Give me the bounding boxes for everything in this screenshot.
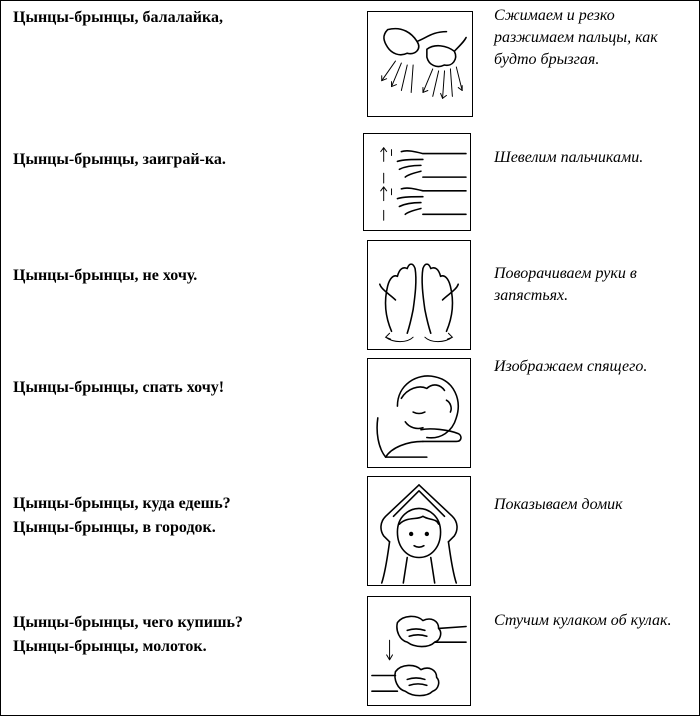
lyric-line: Цынцы-брынцы, молоток. bbox=[13, 638, 207, 655]
table-row bbox=[1, 236, 699, 352]
hands-flicking-icon bbox=[367, 11, 473, 117]
fist-knocking-icon bbox=[367, 596, 471, 706]
lyric-line: Цынцы-брынцы, спать хочу! bbox=[13, 379, 225, 396]
lyric-line: Цынцы-брынцы, чего купишь? bbox=[13, 614, 243, 631]
lyric-line: Цынцы-брынцы, не хочу. bbox=[13, 267, 198, 284]
sleeping-child-icon bbox=[367, 358, 471, 468]
rotating-wrists-icon bbox=[367, 240, 471, 350]
instruction-text: Стучим кулаком об кулак. bbox=[494, 612, 672, 629]
lyric-line: Цынцы-брынцы, балалайка, bbox=[13, 9, 223, 26]
lyric-line: Цынцы-брынцы, заиграй-ка. bbox=[13, 151, 226, 168]
wiggling-fingers-icon bbox=[363, 133, 471, 231]
instruction-text: Показываем домик bbox=[494, 496, 623, 513]
table-row bbox=[1, 590, 699, 715]
table-row bbox=[1, 352, 699, 470]
instruction-text: Шевелим пальчиками. bbox=[494, 149, 644, 166]
instruction-text: Изображаем спящего. bbox=[494, 358, 648, 375]
table-row bbox=[1, 126, 699, 236]
instruction-text: Поворачиваем руки в запястьях. bbox=[494, 265, 637, 304]
lyric-line: Цынцы-брынцы, куда едешь? bbox=[13, 495, 231, 512]
instruction-text: Сжимаем и резко разжимаем пальцы, как будто брызгая. bbox=[494, 7, 658, 68]
table-row bbox=[1, 1, 699, 126]
lyric-line: Цынцы-брынцы, в городок. bbox=[13, 519, 216, 536]
table-row bbox=[1, 470, 699, 590]
house-roof-hands-icon bbox=[367, 476, 471, 586]
